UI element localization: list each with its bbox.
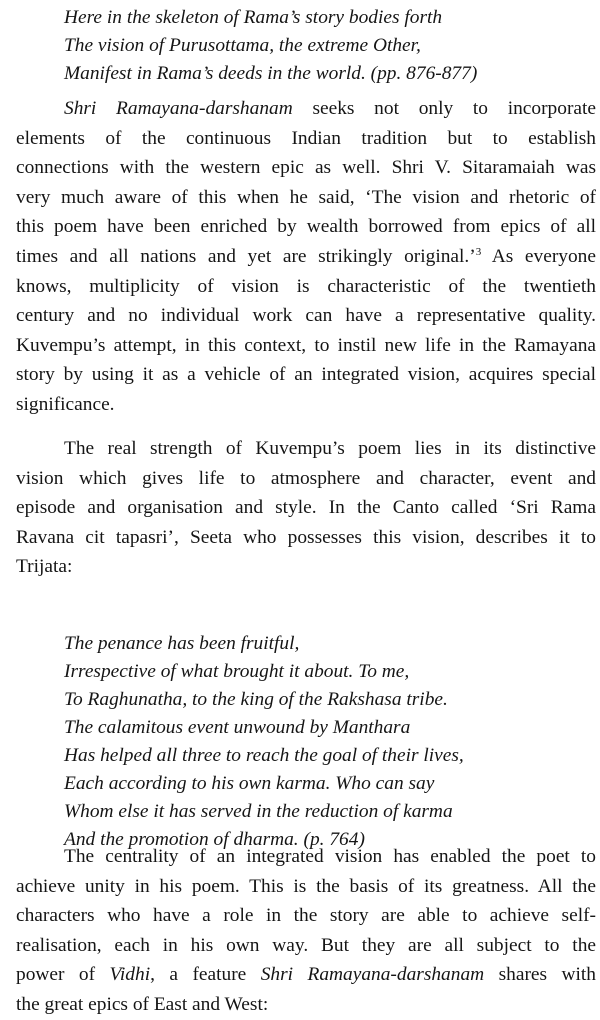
verse-line: Here in the skeleton of Rama’s story bodies forth [64, 7, 443, 28]
paragraph-3 [16, 842, 596, 1020]
paragraph-line: episode and organisation and style. In the Canto called ‘Sri Rama [16, 497, 596, 519]
verse-line: The vision of Purusottama, the extreme Other, [64, 35, 421, 56]
verse-line: To Raghunatha, to the king of the Rakshasa tribe. [64, 689, 448, 710]
book-title: Shri Ramayana-darshanam [260, 964, 485, 986]
paragraph-line: this poem have been enriched by wealth borrowed from epics of all [16, 216, 596, 238]
paragraph-line: power of Vidhi, a feature Shri Ramayana-darshanam shares with [16, 964, 596, 986]
paragraph-line: elements of the continuous Indian tradition but to establish [16, 127, 596, 149]
footnote-marker: 3 [475, 245, 482, 258]
paragraph-line: times and all nations and yet are strikingly original.’$^3$ As everyone [16, 245, 596, 267]
paragraph-line: century and no individual work can have a representative quality. [16, 305, 596, 327]
verse-line: Manifest in Rama’s deeds in the world. (pp. 876-877) [64, 63, 478, 84]
paragraph-line: The centrality of an integrated vision has enabled the poet to [64, 846, 596, 867]
verse-line: And the promotion of dharma. (p. 764) [64, 829, 365, 850]
vidhi-term: Vidhi [109, 964, 151, 986]
verse-line: The penance has been fruitful, [64, 633, 300, 654]
paragraph-line: knows, multiplicity of vision is characteristic of the twentieth [16, 275, 596, 297]
paragraph-line: very much aware of this when he said, ‘The vision and rhetoric of [16, 186, 596, 208]
paragraph-line: vision which gives life to atmosphere and character, event and [16, 467, 596, 489]
paragraph-line: Shri Ramayana-darshanam seeks not only to incorporate [64, 98, 596, 119]
paragraph-2 [16, 434, 596, 582]
verse-quote-top [64, 4, 477, 88]
paragraph-1 [16, 94, 596, 420]
paragraph-line: connections with the western epic as well. Shri V. Sitaramaiah was [16, 157, 596, 179]
paragraph-line: characters who have a role in the story are able to achieve self- [16, 905, 596, 927]
verse-quote-middle [64, 630, 464, 854]
paragraph-line: The real strength of Kuvempu’s poem lies in its distinctive [64, 438, 596, 459]
paragraph-line: Trijata: [16, 556, 73, 578]
paragraph-line: Ravana cit tapasri’, Seeta who possesses this vision, describes it to [16, 526, 596, 548]
paragraph-line: achieve unity in his poem. This is the basis of its greatness. All the [16, 875, 596, 897]
verse-line: Irrespective of what brought it about. To me, [64, 661, 410, 682]
verse-line: The calamitous event unwound by Manthara [64, 717, 411, 738]
paragraph-line: realisation, each in his own way. But they are all subject to the [16, 934, 596, 956]
paragraph-line: Kuvempu’s attempt, in this context, to instil new life in the Ramayana [16, 334, 596, 356]
paragraph-line: story by using it as a vehicle of an integrated vision, acquires special [16, 364, 596, 386]
book-title: Shri Ramayana-darshanam [64, 98, 293, 119]
paragraph-line: significance. [16, 393, 115, 415]
verse-line: Whom else it has served in the reduction of karma [64, 801, 453, 822]
paragraph-line: the great epics of East and West: [16, 993, 269, 1015]
verse-line: Has helped all three to reach the goal of their lives, [64, 745, 464, 766]
verse-line: Each according to his own karma. Who can say [64, 773, 435, 794]
